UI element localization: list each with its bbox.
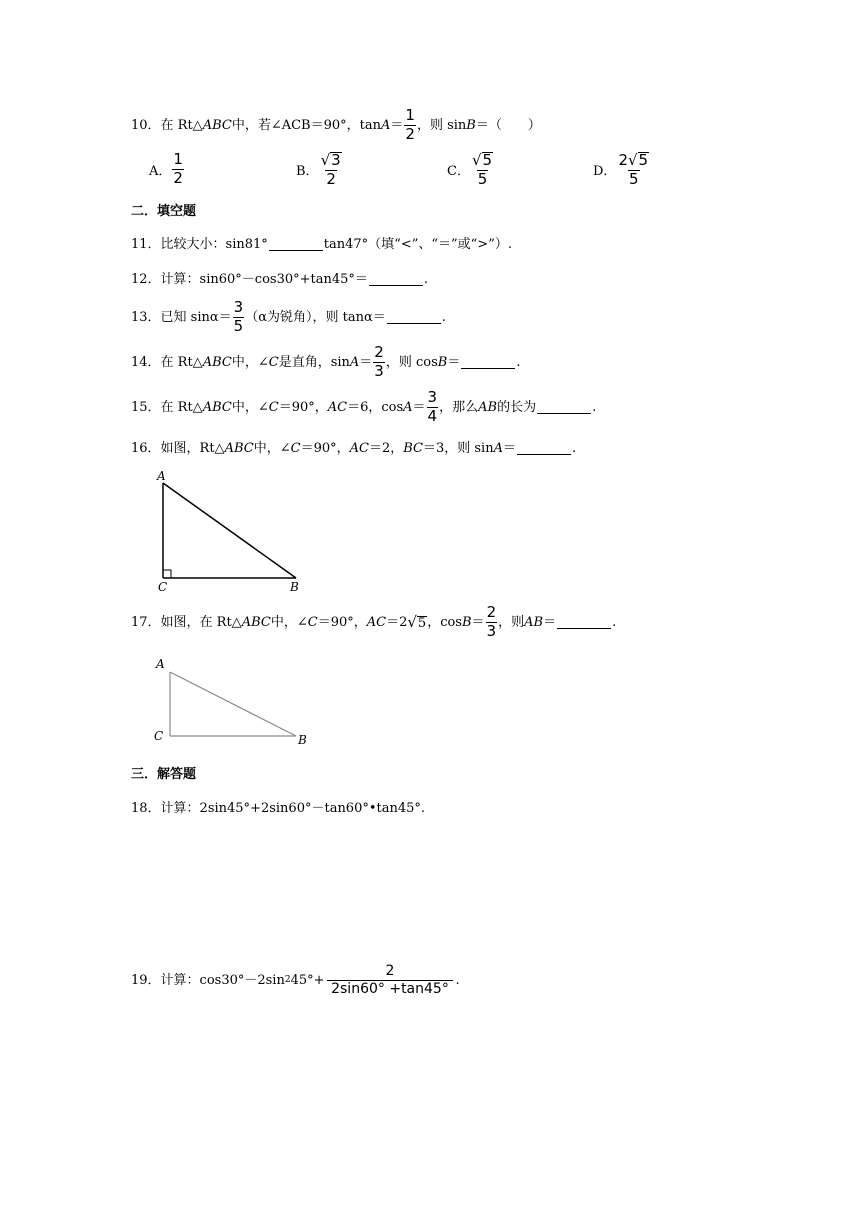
vertex-b-label: B [298, 733, 307, 747]
answer-blank [369, 273, 423, 286]
answer-blank [269, 238, 323, 251]
fraction: $\frac{1}{2}$ [405, 106, 415, 143]
option-b: B． √ 3 2 [296, 151, 341, 188]
question-13: 13．已知 sinα＝ $\frac{3}{5}$ （α为锐角），则 tanα＝ . [131, 298, 446, 335]
right-angle-mark [163, 570, 171, 578]
figure-16-triangle [150, 466, 310, 596]
question-15: 15．在 Rt△ ABC 中，∠ C ＝90°， AC ＝6，cos A ＝ $\frac{3}{4}$ ，那么 AB 的长为 . [131, 388, 597, 425]
answer-blank [537, 401, 591, 414]
question-18: 18．计算：2sin45°+2sin60°－tan60°•tan45°. [131, 801, 426, 816]
answer-blank [461, 356, 515, 369]
section-title-fill-in: 二．填空题 [131, 204, 197, 219]
option-d: D． 2 √ 5 5 [593, 151, 649, 188]
side-ab [170, 672, 296, 736]
question-16: 16．如图，Rt△ ABC 中，∠ C ＝90°， AC ＝2， BC ＝3，则 sin A ＝ . [131, 441, 577, 456]
answer-blank [517, 442, 571, 455]
vertex-c-label: C [158, 580, 168, 594]
question-19: 19．计算：cos30°－2sin 2 45°+ $\frac{2}{2\sin 60^\circ +\tan 45^\circ}$ . [131, 963, 460, 997]
question-12: 12．计算：sin60°－cos30°+tan45°＝ . [131, 272, 429, 287]
side-ab [163, 483, 296, 578]
question-17: 17．如图，在 Rt△ ABC 中，∠ C ＝90°， AC ＝2 √ 5 ，cos B ＝ $\frac{2}{3}$ ，则 AB ＝ . [131, 603, 617, 640]
vertex-b-label: B [290, 580, 299, 594]
vertex-a-label: A [156, 657, 165, 671]
vertex-c-label: C [154, 729, 164, 743]
figure-17-triangle [150, 652, 320, 752]
question-14: 14．在 Rt△ ABC 中，∠ C 是直角，sin A ＝ $\frac{2}{3}$ ，则 cos B ＝ . [131, 343, 521, 380]
answer-blank [387, 311, 441, 324]
answer-blank [557, 616, 611, 629]
question-11: 11．比较大小：sin81° tan47°（填“<”、“＝”或“>”）. [131, 237, 512, 252]
question-10: 10．在 Rt△ ABC 中，若∠ACB＝90°，tan A ＝ $\frac{1}{2}$ ，则 sin B ＝（ ） [131, 106, 541, 143]
vertex-a-label: A [157, 469, 166, 483]
option-c: C． √ 5 5 [447, 151, 493, 188]
section-title-answer: 三．解答题 [131, 767, 197, 782]
option-a: A． $\frac{1}{2}$ [149, 150, 183, 187]
